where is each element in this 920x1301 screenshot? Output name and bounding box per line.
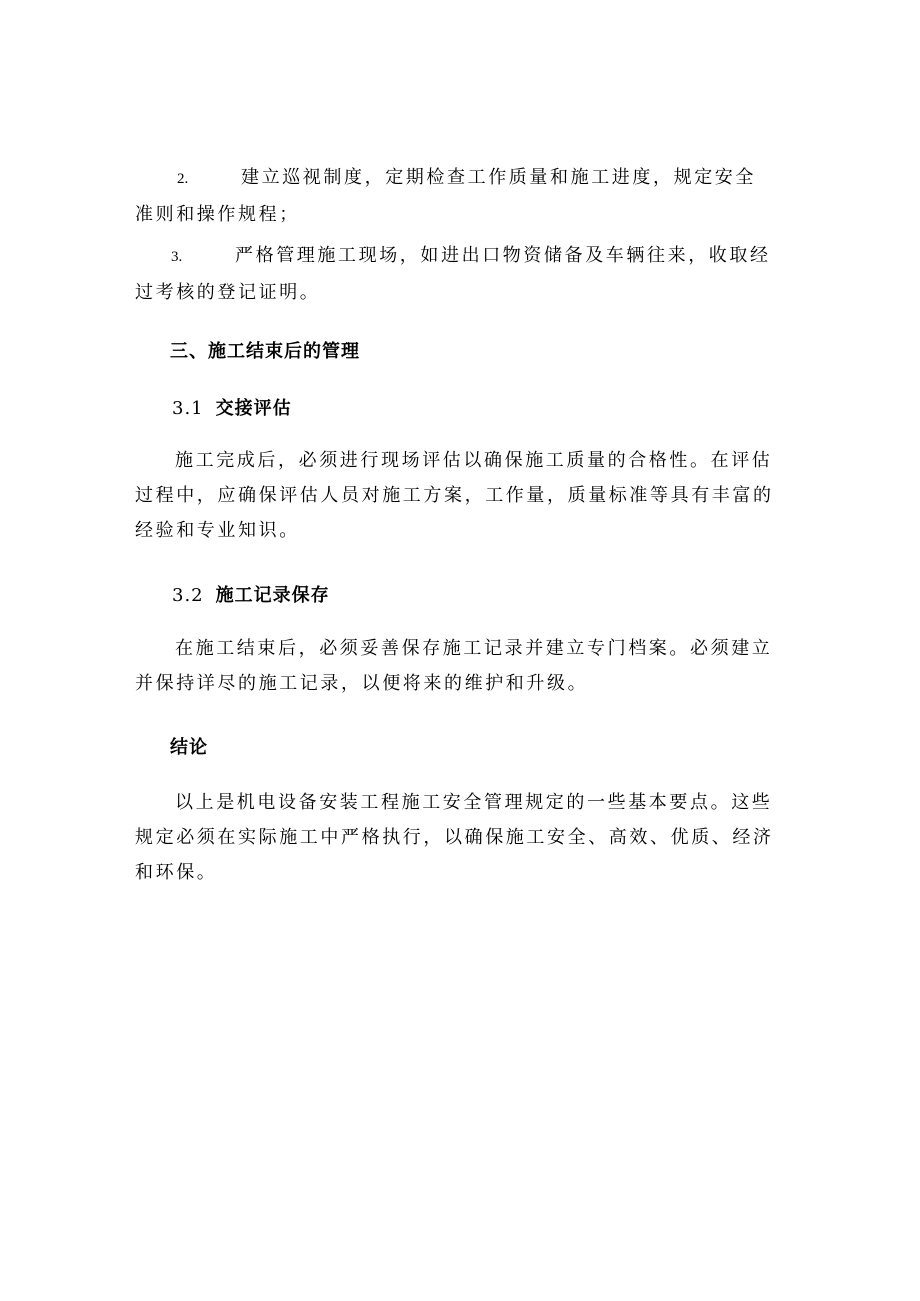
list-item-3 — [135, 238, 775, 310]
section-heading — [170, 334, 810, 369]
subsection-title: 交接评估 — [215, 398, 292, 419]
subsection-number: 3.2 — [172, 585, 204, 606]
list-item-number: 2. — [177, 171, 189, 187]
paragraph-text: 在施工结束后，必须妥善保存施工记录并建立专门档案。必须建立并保持详尽的施工记录，以便将来的维护和升级。 — [135, 638, 773, 694]
subsection-number: 3.1 — [172, 398, 204, 419]
list-item-2 — [135, 160, 775, 232]
list-item-text: 严格管理施工现场，如进出口物资储备及车辆往来，收取经过考核的登记证明。 — [135, 245, 771, 303]
paragraph-text: 施工完成后，必须进行现场评估以确保施工质量的合格性。在评估过程中，应确保评估人员对施工方案，工作量，质量标准等具有丰富的经验和专业知识。 — [135, 450, 774, 541]
conclusion-title: 结论 — [170, 737, 208, 758]
subsection-heading-3-2 — [172, 578, 812, 613]
subsection-title: 施工记录保存 — [215, 585, 330, 606]
paragraph-3-1 — [135, 443, 775, 548]
section-title: 三、施工结束后的管理 — [170, 341, 360, 362]
conclusion-heading — [170, 730, 810, 765]
paragraph-3-2 — [135, 631, 775, 701]
list-item-text: 建立巡视制度，定期检查工作质量和施工进度，规定安全准则和操作规程； — [135, 167, 756, 225]
list-item-number: 3. — [171, 249, 183, 265]
paragraph-conclusion — [135, 785, 775, 890]
paragraph-text: 以上是机电设备安装工程施工安全管理规定的一些基本要点。这些规定必须在实际施工中严格执行，以确保施工安全、高效、优质、经济和环保。 — [135, 792, 774, 883]
subsection-heading-3-1 — [172, 391, 812, 426]
